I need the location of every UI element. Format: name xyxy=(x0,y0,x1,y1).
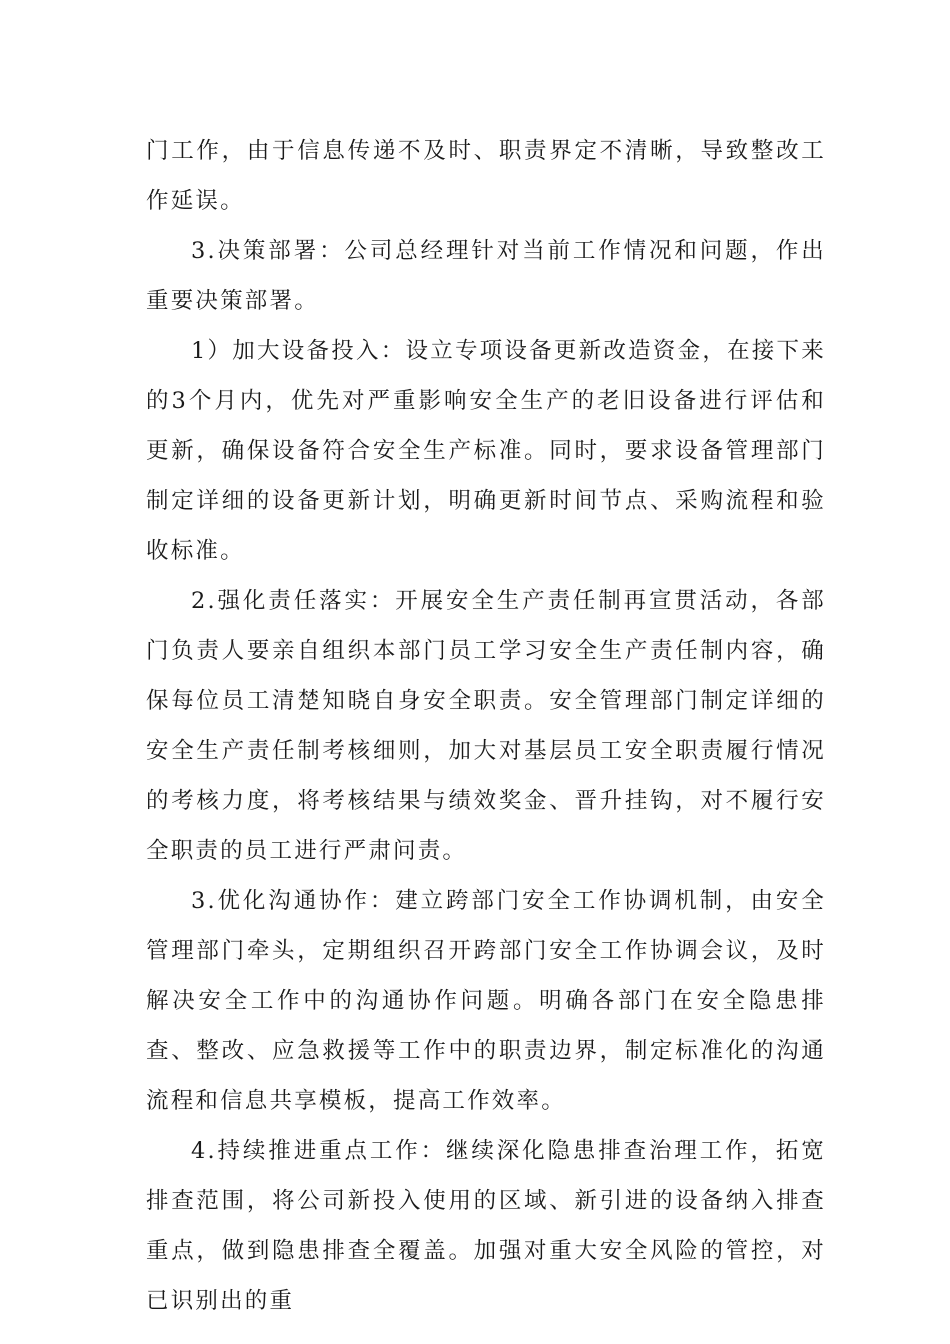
paragraph-key-work: 4.持续推进重点工作：继续深化隐患排查治理工作，拓宽排查范围，将公司新投入使用的区域、新引进的设备纳入排查重点，做到隐患排查全覆盖。加强对重大安全风险的管控，对已识别出的重 xyxy=(146,1138,826,1314)
paragraph-responsibility: 2.强化责任落实：开展安全生产责任制再宣贯活动，各部门负责人要亲自组织本部门员工学习安全生产责任制内容，确保每位员工清楚知晓自身安全职责。安全管理部门制定详细的安全生产责任制考核细则，加大对基层员工安全职责履行情况的考核力度，将考核结果与绩效奖金、晋升挂钩，对不履行安全职责的员工进行严肃问责。 xyxy=(146,588,826,864)
paragraph-equipment-investment: 1）加大设备投入：设立专项设备更新改造资金，在接下来的3个月内，优先对严重影响安全生产的老旧设备进行评估和更新，确保设备符合安全生产标准。同时，要求设备管理部门制定详细的设备更新计划，明确更新时间节点、采购流程和验收标准。 xyxy=(146,338,826,564)
paragraph-decision-heading: 3.决策部署：公司总经理针对当前工作情况和问题，作出重要决策部署。 xyxy=(146,238,826,314)
paragraph-continuation: 门工作，由于信息传递不及时、职责界定不清晰，导致整改工作延误。 xyxy=(146,138,826,214)
document-body xyxy=(146,126,826,1326)
paragraph-communication: 3.优化沟通协作：建立跨部门安全工作协调机制，由安全管理部门牵头，定期组织召开跨部门安全工作协调会议，及时解决安全工作中的沟通协作问题。明确各部门在安全隐患排查、整改、应急救援等工作中的职责边界，制定标准化的沟通流程和信息共享模板，提高工作效率。 xyxy=(146,888,826,1114)
